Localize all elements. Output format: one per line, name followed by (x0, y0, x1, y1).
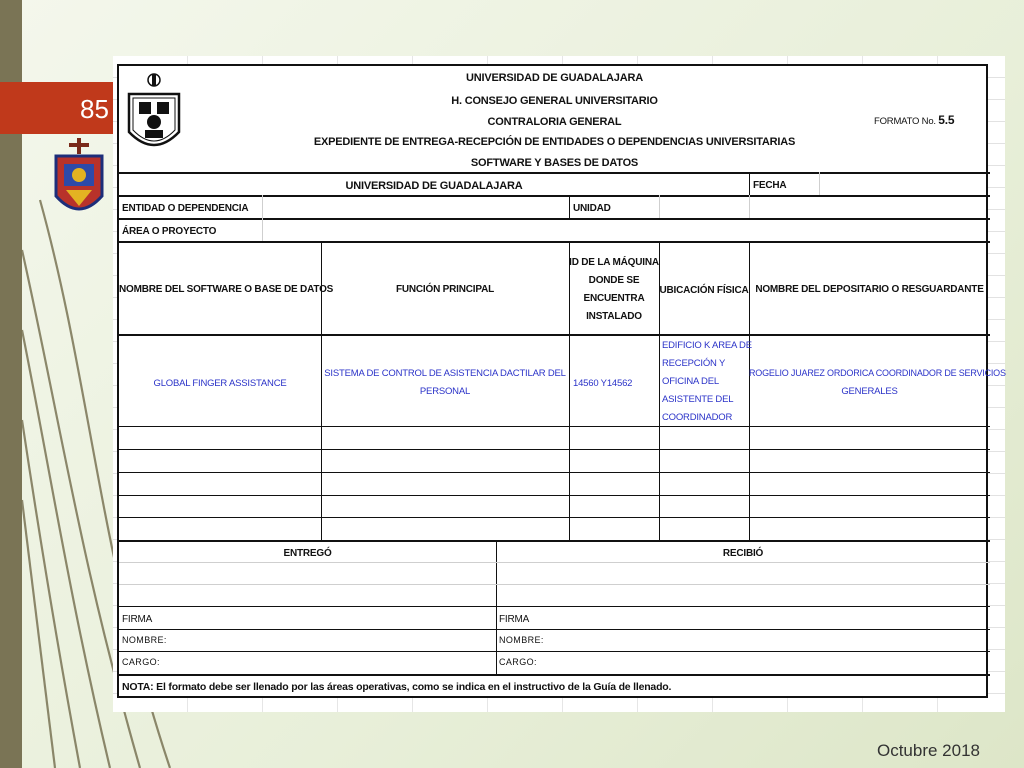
fecha-label: FECHA (753, 180, 787, 191)
divider (119, 584, 990, 585)
divider (119, 241, 990, 243)
unidad-label: UNIDAD (573, 203, 611, 214)
divider (119, 334, 990, 336)
formato-label (874, 113, 954, 127)
header-line-3: CONTRALORIA GENERAL (487, 116, 622, 128)
divider (749, 172, 750, 195)
col-header-software: NOMBRE DEL SOFTWARE O BASE DE DATOS (119, 284, 334, 295)
divider (119, 426, 990, 427)
nombre-entrego: NOMBRE: (122, 635, 167, 645)
divider (819, 172, 820, 195)
divider (119, 606, 990, 607)
cell-depositario-l2: GENERALES (841, 386, 898, 397)
formato-label-text: FORMATO No. (874, 116, 936, 127)
info-university: UNIVERSIDAD DE GUADALAJARA (345, 180, 523, 192)
divider (569, 195, 570, 218)
divider (119, 495, 990, 496)
cell-software: GLOBAL FINGER ASSISTANCE (153, 378, 287, 389)
divider (262, 195, 263, 218)
firma-recibio: FIRMA (499, 614, 530, 625)
col-header-funcion: FUNCIÓN PRINCIPAL (395, 284, 495, 295)
university-shield-icon (50, 138, 108, 222)
col-header-id-l3: ENCUENTRA (583, 293, 645, 304)
divider (659, 195, 660, 218)
divider (119, 540, 990, 542)
cell-id: 14560 Y14562 (573, 378, 633, 389)
divider (119, 651, 990, 652)
divider (119, 629, 990, 630)
divider (119, 517, 990, 518)
divider (119, 674, 990, 676)
col-header-depositario: NOMBRE DEL DEPOSITARIO O RESGUARDANTE (755, 284, 984, 295)
cargo-recibio: CARGO: (499, 657, 537, 667)
col-header-id-l2: DONDE SE (588, 275, 640, 286)
form-note: NOTA: El formato debe ser llenado por las áreas operativas, como se indica en el instructivo de la Guía de llenado. (122, 681, 672, 693)
divider (119, 449, 990, 450)
cell-ubic-l5: COORDINADOR (662, 412, 733, 423)
header-line-2: H. CONSEJO GENERAL UNIVERSITARIO (451, 95, 658, 107)
delivery-form (117, 64, 1006, 698)
divider (119, 172, 990, 174)
cell-ubic-l2: RECEPCIÓN Y (662, 358, 726, 369)
cell-depositario-l1: ROGELIO JUAREZ ORDORICA COORDINADOR DE SERVICIOS (749, 368, 1006, 378)
cell-funcion-l2: PERSONAL (419, 386, 471, 397)
divider (119, 218, 990, 220)
nombre-recibio: NOMBRE: (499, 635, 544, 645)
divider (262, 218, 263, 241)
cell-ubic-l3: OFICINA DEL (662, 376, 719, 387)
recibio-label: RECIBIÓ (722, 548, 764, 559)
header-line-1: UNIVERSIDAD DE GUADALAJARA (466, 72, 643, 84)
spreadsheet-sheet (113, 56, 1005, 712)
divider (749, 195, 750, 218)
cargo-entrego: CARGO: (122, 657, 160, 667)
entrego-label: ENTREGÓ (283, 548, 332, 559)
col-header-id-l1: ID DE LA MÁQUINA (569, 257, 659, 268)
cell-funcion-l1: SISTEMA DE CONTROL DE ASISTENCIA DACTILAR DEL (324, 368, 566, 379)
header-line-4: EXPEDIENTE DE ENTREGA-RECEPCIÓN DE ENTIDADES O DEPENDENCIAS UNIVERSITARIAS (313, 136, 796, 148)
divider (119, 195, 990, 197)
slide-number: 85 (80, 94, 109, 124)
header-line-5: SOFTWARE Y BASES DE DATOS (470, 157, 639, 169)
col-header-ubicacion: UBICACIÓN FÍSICA (659, 285, 749, 296)
footer-date: Octubre 2018 (876, 741, 980, 760)
divider (119, 472, 990, 473)
formato-number: 5.5 (938, 113, 955, 127)
divider (119, 562, 990, 563)
cell-ubic-l4: ASISTENTE DEL (662, 394, 734, 405)
col-header-id-l4: INSTALADO (586, 311, 642, 322)
firma-entrego: FIRMA (122, 614, 153, 625)
area-label: ÁREA O PROYECTO (122, 226, 217, 237)
cell-ubic-l1: EDIFICIO K AREA DE (662, 340, 752, 351)
divider (496, 540, 497, 674)
entidad-label: ENTIDAD O DEPENDENCIA (122, 203, 249, 214)
